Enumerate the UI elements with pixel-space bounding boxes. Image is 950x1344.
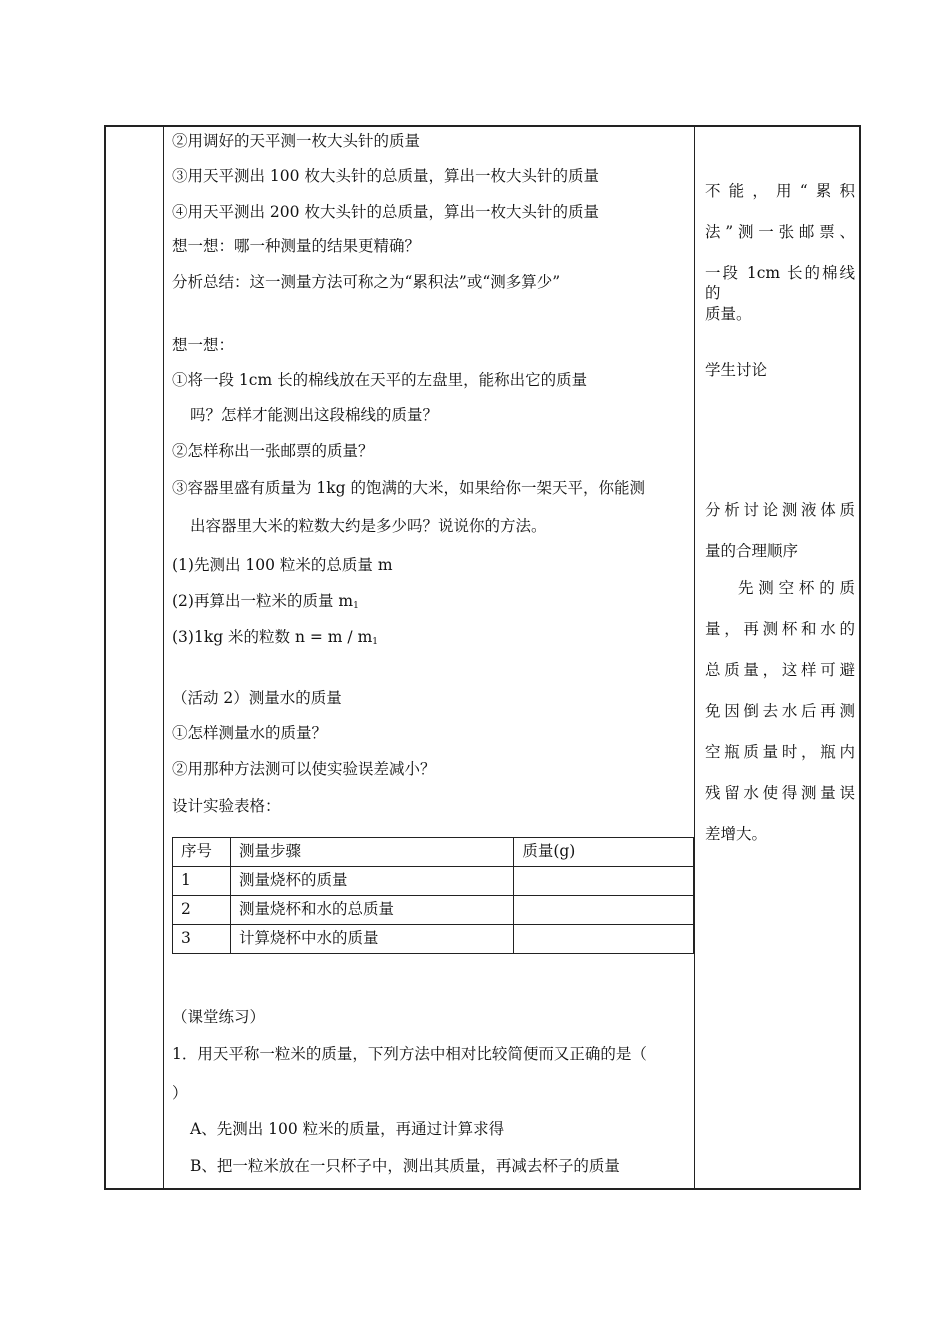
side-line: 质量。 bbox=[705, 305, 752, 323]
main-line: （课堂练习） bbox=[172, 1008, 266, 1026]
table-cell: 1 bbox=[173, 867, 231, 896]
column-divider bbox=[694, 125, 695, 1190]
main-line: （活动 2）测量水的质量 bbox=[172, 689, 342, 707]
table-cell bbox=[514, 896, 694, 925]
main-line: A、先测出 100 粒米的质量，再通过计算求得 bbox=[190, 1120, 505, 1138]
table-header-cell: 质量(g) bbox=[514, 838, 694, 867]
table-cell bbox=[514, 867, 694, 896]
main-line: 想一想：哪一种测量的结果更精确？ bbox=[172, 237, 421, 255]
side-line: 法”测一张邮票、 bbox=[705, 223, 855, 241]
main-line: 1．用天平称一粒米的质量，下列方法中相对比较简便而又正确的是（ bbox=[172, 1045, 647, 1063]
main-line-text: (3)1kg 米的粒数 n = m / m bbox=[172, 628, 373, 646]
side-line: 不能，用“累积 bbox=[705, 182, 855, 200]
side-line: 残留水使得测量误 bbox=[705, 784, 855, 802]
main-line: 出容器里大米的粒数大约是多少吗？说说你的方法。 bbox=[190, 517, 547, 535]
main-line: ②用那种方法测可以使实验误差减小？ bbox=[172, 760, 436, 778]
subscript: 1 bbox=[353, 601, 359, 611]
table-row bbox=[173, 867, 694, 896]
main-line: ④用天平测出 200 枚大头针的总质量，算出一枚大头针的质量 bbox=[172, 203, 599, 221]
subscript: 1 bbox=[372, 637, 379, 647]
table-header-cell: 序号 bbox=[173, 838, 231, 867]
side-line: 量的合理顺序 bbox=[705, 542, 799, 560]
main-line: ①怎样测量水的质量？ bbox=[172, 724, 328, 742]
main-line: B、把一粒米放在一只杯子中，测出其质量，再减去杯子的质量 bbox=[190, 1157, 620, 1175]
table-row bbox=[173, 896, 694, 925]
main-line bbox=[172, 591, 359, 616]
table-header-cell: 测量步骤 bbox=[230, 838, 513, 867]
table-cell: 3 bbox=[173, 925, 231, 954]
main-line: ③用天平测出 100 枚大头针的总质量，算出一枚大头针的质量 bbox=[172, 167, 599, 185]
table-cell: 计算烧杯中水的质量 bbox=[230, 925, 513, 954]
table-cell bbox=[514, 925, 694, 954]
main-line: ①将一段 1cm 长的棉线放在天平的左盘里，能称出它的质量 bbox=[172, 371, 588, 389]
table-row bbox=[173, 925, 694, 954]
side-line: 差增大。 bbox=[705, 825, 768, 843]
main-line: ③容器里盛有质量为 1kg 的饱满的大米，如果给你一架天平，你能测 bbox=[172, 479, 646, 497]
main-line: 设计实验表格： bbox=[172, 797, 281, 815]
side-line: 先测空杯的质 bbox=[738, 579, 855, 597]
main-line: ） bbox=[172, 1084, 188, 1102]
side-line: 分析讨论测液体质 bbox=[705, 501, 855, 519]
table-cell: 2 bbox=[173, 896, 231, 925]
table-cell: 测量烧杯的质量 bbox=[230, 867, 513, 896]
main-line: 吗？怎样才能测出这段棉线的质量？ bbox=[190, 406, 439, 424]
table-header-row bbox=[173, 838, 694, 867]
side-line: 一段 1cm 长的棉线的 bbox=[705, 264, 855, 302]
side-line: 量，再测杯和水的 bbox=[705, 620, 855, 638]
side-line: 空瓶质量时，瓶内 bbox=[705, 743, 855, 761]
experiment-table bbox=[172, 837, 694, 954]
main-line-text: (2)再算出一粒米的质量 m bbox=[172, 592, 354, 610]
side-line: 总质量，这样可避 bbox=[705, 661, 855, 679]
left-column bbox=[104, 125, 164, 1190]
main-line: 想一想： bbox=[172, 336, 235, 354]
side-line: 免因倒去水后再测 bbox=[705, 702, 855, 720]
main-line: 分析总结：这一测量方法可称之为“累积法”或“测多算少” bbox=[172, 273, 561, 291]
side-line: 学生讨论 bbox=[705, 361, 768, 379]
main-line bbox=[172, 627, 378, 652]
main-line: (1)先测出 100 粒米的总质量 m bbox=[172, 556, 393, 574]
main-line: ②怎样称出一张邮票的质量？ bbox=[172, 442, 374, 460]
table-cell: 测量烧杯和水的总质量 bbox=[230, 896, 513, 925]
main-line: ②用调好的天平测一枚大头针的质量 bbox=[172, 132, 421, 150]
